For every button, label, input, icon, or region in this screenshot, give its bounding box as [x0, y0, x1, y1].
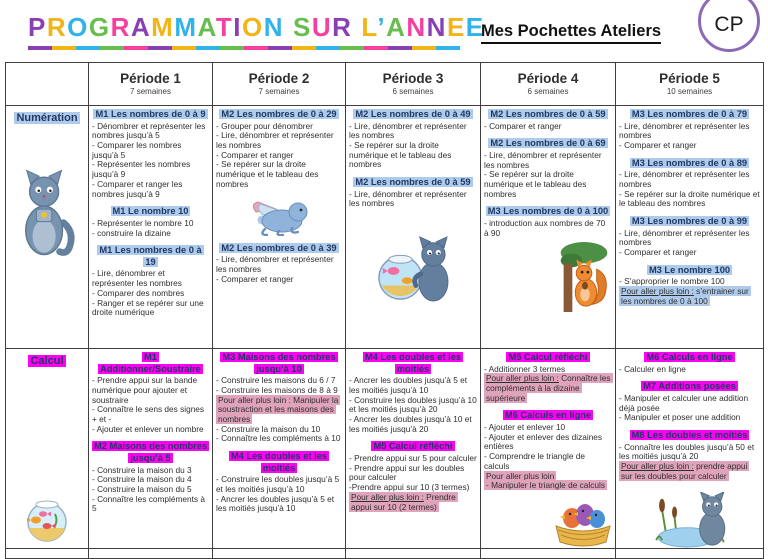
objective-item: - Ajouter et enlever des dizaines entières [484, 431, 603, 452]
objective-item: - Prendre appui sur la bande numérique pour ajouter et soustraire [92, 375, 198, 405]
objective-item: - construire la dizaine [92, 227, 171, 238]
cell-calcul-periode-4 [481, 349, 616, 549]
module-heading [349, 352, 477, 375]
module-heading-text: M4 Les doubles et les moitiés [230, 451, 328, 473]
programmation-table [5, 62, 764, 559]
cell-numeration-periode-5 [616, 106, 764, 349]
period-label: Période 5 [659, 70, 720, 86]
column-header-periode-2 [213, 63, 346, 106]
module-heading [619, 381, 760, 393]
objective-item: - Se repérer sur la droite numérique et le tableau des nombres [619, 188, 760, 209]
objective-item: - Construire les doubles jusqu’à 10 et les moitiés jusqu’à 20 [349, 394, 477, 415]
objective-item: - Connaître les compléments à 10 [216, 433, 341, 444]
module-heading-text: M3 Le nombre 100 [648, 264, 731, 275]
objective-item: Pour aller plus loin : Connaître les compléments à la dizaine supérieure [486, 373, 611, 403]
module-heading [619, 158, 760, 170]
objective-item: - Lire, dénombrer et représenter les nombres [216, 254, 334, 274]
sliver-cell [346, 549, 481, 559]
module-heading-text: M5 Calcul réfléchi [373, 441, 453, 452]
cell-numeration-periode-1 [89, 106, 213, 349]
cell-numeration-periode-4 [481, 106, 616, 349]
row-label-calcul [6, 349, 89, 549]
objective-item: - Grouper pour dénombrer [216, 120, 313, 131]
period-label: Période 1 [120, 70, 181, 86]
module-heading-text: M1 Les nombres de 0 à 9 [95, 109, 206, 119]
period-label: Période 3 [382, 70, 444, 86]
module-heading [619, 216, 760, 228]
module-heading-text: M2 Les nombres de 0 à 59 [355, 177, 471, 188]
period-label: Période 2 [248, 70, 310, 86]
objective-item: - introduction aux nombres de 70 à 90 [484, 218, 606, 238]
sliver-cell [213, 549, 346, 559]
module-heading [92, 245, 209, 268]
objective-item: Pour aller plus loin : Prendre appui sur 10 (2 termes) [351, 491, 456, 512]
objective-item: - Ancrer les doubles jusqu’à 10 et les moitiés jusqu’à 20 [349, 414, 472, 434]
cell-numeration-periode-2 [213, 106, 346, 349]
objective-item: - Lire, dénombrer et représenter les nombres [349, 120, 467, 141]
objective-item: - Ancrer les doubles jusqu’à 5 et les moitiés jusqu’à 10 [349, 375, 468, 395]
objective-item: - Se repérer sur la droite numérique et le tableau des nombres [349, 140, 452, 170]
objective-item: -Prendre appui sur 10 (3 termes) [349, 482, 470, 493]
module-heading [484, 410, 612, 422]
objective-item: - Ranger et se repérer sur une droite numérique [92, 297, 204, 318]
objective-item: - Lire, dénombrer et représenter les nombres [349, 188, 467, 209]
objective-item: - Comprendre le triangle de calculs [484, 451, 585, 471]
objective-item: - Prendre appui sur 5 pour calculer [349, 453, 477, 464]
cat-fishbowl-illustration [349, 235, 477, 303]
cat-pond-illustration [649, 492, 731, 548]
module-heading [484, 138, 612, 150]
objective-item: - Additionner 3 termes [484, 363, 566, 374]
objective-item: - Comparer et ranger [216, 273, 294, 284]
module-heading-text: M2 Les nombres de 0 à 49 [355, 109, 471, 119]
cell-calcul-periode-2 [213, 349, 346, 549]
objective-item: - Connaître les doubles jusqu’à 50 et les moitiés jusqu’à 20 [619, 441, 755, 462]
squirrel-illustration [484, 242, 610, 312]
objective-item: - Construire les doubles jusqu’à 5 et les moitiés jusqu’à 10 [216, 474, 340, 495]
row-label-text: Numération [16, 112, 78, 124]
module-heading [216, 243, 342, 255]
module-heading-text: M4 Les doubles et les moitiés [364, 352, 462, 374]
module-heading [484, 352, 612, 364]
running-rabbit-illustration [216, 194, 342, 236]
module-heading-text: M3 Maisons des nombres jusqu’à 10 [222, 352, 336, 374]
module-heading [216, 352, 342, 375]
objective-item: - Connaître le sens des signes + et - [92, 404, 205, 425]
objective-item: - Dénombrer et représenter les nombres jusqu’à 5 [92, 120, 206, 141]
module-heading [619, 109, 760, 121]
corner-cell [6, 63, 89, 106]
column-header-periode-5 [616, 63, 764, 106]
module-heading [92, 441, 209, 464]
objective-item: - Comparer les nombres jusqu’à 5 [92, 140, 182, 160]
objective-item: - Comparer et ranger [619, 247, 697, 258]
objective-item: - Ajouter et enlever un nombre [92, 423, 204, 434]
objective-item: - Se repérer sur la droite numérique et le tableau des nombres [484, 169, 587, 199]
objective-item: Pour aller plus loin : s’entrainer sur les nombres de 0 à 100 [621, 286, 749, 306]
blue-cat-illustration [18, 166, 76, 258]
period-weeks: 7 semaines [258, 87, 300, 97]
sliver-cell [481, 549, 616, 559]
module-heading [484, 109, 612, 121]
objective-item: - Construire les maisons de 8 à 9 [216, 384, 338, 395]
column-header-periode-3 [346, 63, 481, 106]
module-heading-text: M2 Les nombres de 0 à 29 [221, 109, 337, 119]
period-weeks: 10 semaines [666, 87, 713, 97]
objective-item: - Ajouter et enlever 10 [484, 422, 566, 433]
module-heading-text: M3 Les nombres de 0 à 100 [487, 206, 609, 217]
module-heading [92, 352, 209, 375]
page-title: PROGRAMMATION SUR L’ANNEE [28, 12, 485, 42]
objective-item: - Prendre appui sur les doubles pour calculer [349, 462, 465, 483]
module-heading-text: M3 Les nombres de 0 à 79 [631, 109, 748, 119]
page-header [0, 0, 768, 62]
objective-item: - Comparer des nombres [92, 287, 185, 298]
objective-item: - Lire, dénombrer et représenter les nombres [484, 149, 602, 170]
sliver-cell [616, 549, 764, 559]
module-heading [619, 352, 760, 364]
module-heading-text: M6 Calculs en ligne [504, 410, 592, 421]
module-heading-text: M5 Calcul réfléchi [508, 352, 588, 362]
objective-item: - Comparer et ranger [619, 140, 697, 151]
level-badge [698, 0, 760, 52]
objective-item: - Construire la maison du 4 [92, 474, 192, 485]
module-heading-text: M3 Les nombres de 0 à 99 [631, 216, 748, 227]
cell-calcul-periode-5 [616, 349, 764, 549]
objective-item: - Lire, dénombrer et représenter les nombres [216, 130, 334, 151]
objective-item: - Construire les maisons du 6 / 7 [216, 375, 336, 386]
module-heading-text: M8 Les doubles et moitiés [631, 430, 748, 441]
objective-item: - Comparer et ranger les nombres jusqu’à 9 [92, 178, 183, 199]
objective-item: - Construire la maison du 3 [92, 464, 192, 475]
objective-item: - Ancrer les doubles jusqu’à 5 et les moitiés jusqu’à 10 [216, 493, 335, 514]
sliver-cell [89, 549, 213, 559]
objective-item: - Comparer et ranger [484, 120, 562, 131]
objective-item: - Lire, dénombrer et représenter les nombres [92, 268, 182, 289]
cell-numeration-periode-3 [346, 106, 481, 349]
period-weeks: 6 semaines [527, 87, 569, 97]
cell-calcul-periode-1 [89, 349, 213, 549]
bird-nest-illustration [552, 502, 614, 548]
module-heading-text: M1 Le nombre 10 [112, 206, 189, 217]
objective-item: - Connaître les compléments à 5 [92, 493, 205, 514]
objective-item: - Se repérer sur la droite numérique et le tableau des nombres [216, 159, 319, 189]
module-heading [216, 109, 342, 121]
objective-item: - Manipuler et poser une addition [619, 412, 741, 423]
title-underline [28, 46, 460, 50]
module-heading [349, 109, 477, 121]
module-heading-text: M2 Maisons des nombres jusqu’à 5 [94, 441, 208, 464]
module-heading-text: M7 Additions posées [643, 381, 736, 392]
level-badge-text: CP [714, 13, 744, 36]
period-weeks: 7 semaines [130, 87, 171, 97]
period-weeks: 6 semaines [392, 87, 434, 97]
objective-item: - Représenter le nombre 10 [92, 217, 194, 228]
module-heading-text: M3 Les nombres de 0 à 89 [631, 157, 748, 168]
row-label-numeration [6, 106, 89, 349]
subtitle: Mes Pochettes Ateliers [481, 22, 661, 44]
column-header-periode-4 [481, 63, 616, 106]
fishbowl-illustration [19, 498, 75, 542]
objective-item: Pour aller plus loin [486, 470, 555, 481]
objective-item: Pour aller plus loin : Manipuler la soustraction et les maisons des nombres [218, 394, 339, 425]
objective-item: - Construire la maison du 5 [92, 484, 192, 495]
column-header-periode-1 [89, 63, 213, 106]
module-heading [349, 177, 477, 189]
objective-item: - Construire la maison du 10 [216, 423, 321, 434]
objective-item: - Représenter les nombres jusqu’à 9 [92, 159, 191, 180]
module-heading-text: M2 Les nombres de 0 à 69 [490, 138, 606, 149]
cell-calcul-periode-3 [346, 349, 481, 549]
module-heading [619, 265, 760, 277]
row-label-text: Calcul [30, 355, 64, 367]
objective-item: - Comparer et ranger [216, 149, 294, 160]
objective-item: - Lire, dénombrer et représenter les nombres [619, 227, 750, 248]
objective-item: - Lire, dénombrer et représenter les nombres [619, 120, 750, 141]
period-label: Période 4 [517, 70, 579, 86]
module-heading-text: M6 Calculs en ligne [646, 352, 733, 362]
module-heading [92, 109, 209, 121]
module-heading [349, 441, 477, 453]
module-heading-text: M1 Additionner/Soustraire [100, 352, 201, 374]
module-heading [216, 451, 342, 474]
module-heading [619, 430, 760, 442]
module-heading-text: M2 Les nombres de 0 à 39 [221, 242, 337, 253]
objective-item: - Calculer en ligne [619, 363, 686, 374]
sliver-cell [6, 549, 89, 559]
objective-item: - Lire, dénombrer et représenter les nombres [619, 169, 750, 190]
module-heading-text: M1 Les nombres de 0 à 19 [99, 245, 202, 267]
objective-item: - Manipuler et calculer une addition déjà posée [619, 392, 749, 413]
module-heading-text: M2 Les nombres de 0 à 59 [490, 109, 606, 119]
objective-item: Pour aller plus loin : prendre appui sur les doubles pour calculer [621, 461, 748, 481]
module-heading [484, 206, 612, 218]
objective-item: - S’approprier le nombre 100 [619, 276, 725, 287]
objective-item: - Manipuler le triangle de calculs [486, 480, 605, 491]
module-heading [92, 206, 209, 218]
